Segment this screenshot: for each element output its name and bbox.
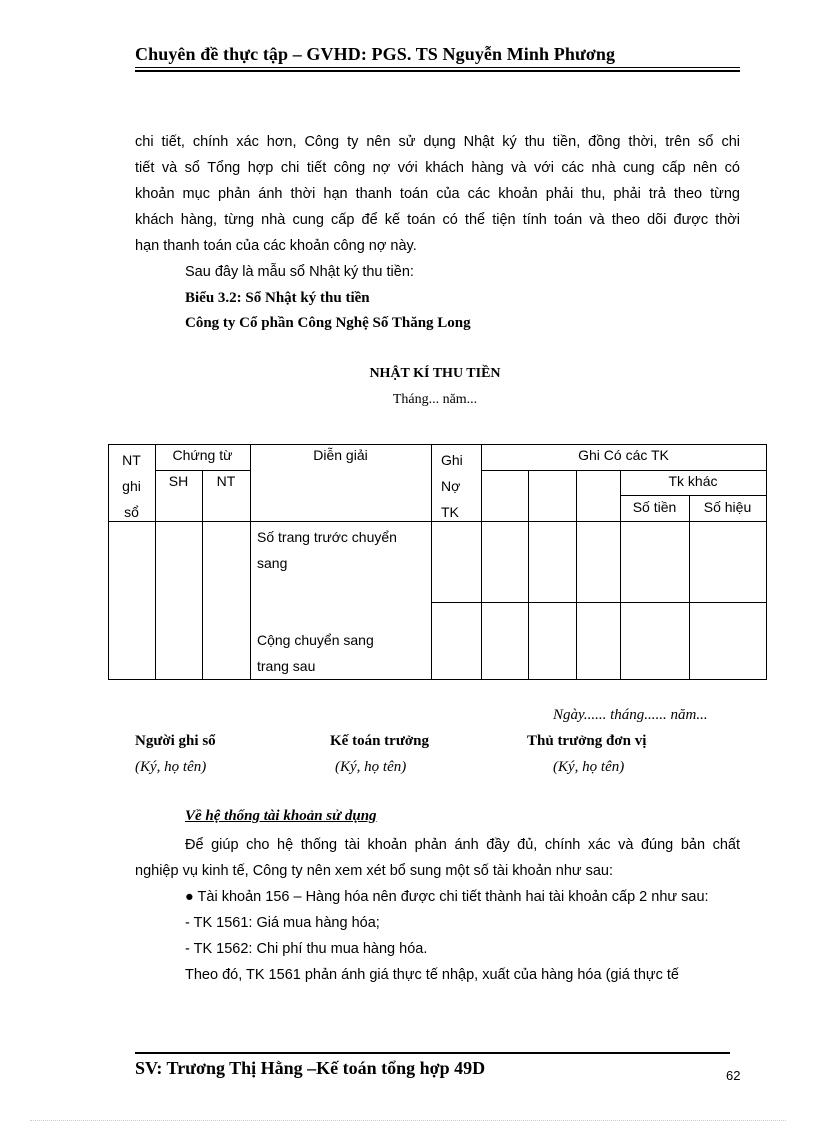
header-text: ghi <box>122 478 141 494</box>
footer-student: SV: Trương Thị Hằng –Kế toán tổng hợp 49D <box>135 1058 486 1078</box>
col-ghi-no-tk <box>441 447 463 525</box>
col-dien-giai: Diễn giải <box>313 447 368 463</box>
text-line: khách hàng, từng nhà cung cấp để kế toán có thể tiện tính toán và theo dõi được thời <box>135 212 740 228</box>
sub-item: - TK 1561: Giá mua hàng hóa; <box>185 915 380 931</box>
section-paragraph <box>135 832 740 988</box>
col-so-tien: Số tiền <box>632 499 677 515</box>
cell-text: Cộng chuyển sang <box>257 632 374 648</box>
header-text: Nợ <box>441 478 461 494</box>
header-text: Ghi <box>441 452 463 468</box>
text-line: khoản mục phản ánh thời hạn thanh toán của các khoản phải thu, phải trả theo từng <box>135 186 740 202</box>
col-so-hieu: Số hiệu <box>703 499 752 515</box>
col-sh: SH <box>168 473 189 489</box>
page-header-title: Chuyên đề thực tập – GVHD: PGS. TS Nguyễn Minh Phương <box>135 44 616 64</box>
col-nt-ghi-so <box>108 447 155 525</box>
footer-rule <box>135 1052 730 1054</box>
page-edge-dotted <box>30 1120 786 1121</box>
bullet-text: Tài khoản 156 – Hàng hóa nên được chi tiết thành hai tài khoản cấp 2 như sau: <box>197 889 709 905</box>
signature-role-recorder: Người ghi sổ <box>135 733 216 749</box>
bullet-item <box>135 884 740 910</box>
cell-text: Số trang trước chuyển <box>257 529 397 545</box>
signature-role-chief-accountant: Kế toán trưởng <box>330 733 429 749</box>
row-brought-forward <box>257 524 397 576</box>
header-text: sổ <box>124 504 139 520</box>
section-heading: Về hệ thống tài khoản sử dụng <box>185 808 377 824</box>
sub-item: - TK 1562: Chi phí thu mua hàng hóa. <box>185 941 428 957</box>
text-line: chi tiết, chính xác hơn, Công ty nên sử dụng Nhật ký thu tiền, đồng thời, trên sổ chi <box>135 134 740 150</box>
col-nt: NT <box>216 473 236 489</box>
date-line: Ngày...... tháng...... năm... <box>553 707 708 723</box>
bullet-dot-icon: ● <box>185 889 194 905</box>
signature-note-chief-accountant: (Ký, họ tên) <box>335 759 407 775</box>
signature-note-head: (Ký, họ tên) <box>553 759 625 775</box>
cell-text: trang sau <box>257 658 316 674</box>
row-carried-forward <box>257 627 374 679</box>
header-text: TK <box>441 504 459 520</box>
signature-note-recorder: (Ký, họ tên) <box>135 759 207 775</box>
text-line: tiết và sổ Tổng hợp chi tiết công nợ với khách hàng và với các nhà cung cấp nên có <box>135 160 740 176</box>
sample-intro: Sau đây là mẫu sổ Nhật ký thu tiền: <box>185 264 414 280</box>
exhibit-label: Biểu 3.2: Sổ Nhật ký thu tiền <box>185 290 370 306</box>
text-line: Để giúp cho hệ thống tài khoản phản ánh đầy đủ, chính xác và đúng bản chất <box>185 837 740 853</box>
ledger-title: NHẬT KÍ THU TIỀN <box>369 366 501 381</box>
col-chung-tu: Chứng từ <box>172 447 233 463</box>
ledger-period: Tháng... năm... <box>392 392 478 407</box>
text-line: hạn thanh toán của các khoản công nợ này. <box>135 238 417 254</box>
signature-role-head: Thủ trưởng đơn vị <box>527 733 647 749</box>
text-line: Theo đó, TK 1561 phản ánh giá thực tế nhập, xuất của hàng hóa (giá thực tế <box>185 967 679 983</box>
text-line: nghiệp vụ kinh tế, Công ty nên xem xét bổ sung một số tài khoản như sau: <box>135 863 614 879</box>
page-number: 62 <box>726 1068 741 1083</box>
company-name: Công ty Cổ phần Công Nghệ Số Thăng Long <box>185 315 471 331</box>
header-text: NT <box>122 452 141 468</box>
col-ghi-co: Ghi Có các TK <box>578 447 669 463</box>
col-tk-khac: Tk khác <box>668 473 718 489</box>
cell-text: sang <box>257 555 288 571</box>
